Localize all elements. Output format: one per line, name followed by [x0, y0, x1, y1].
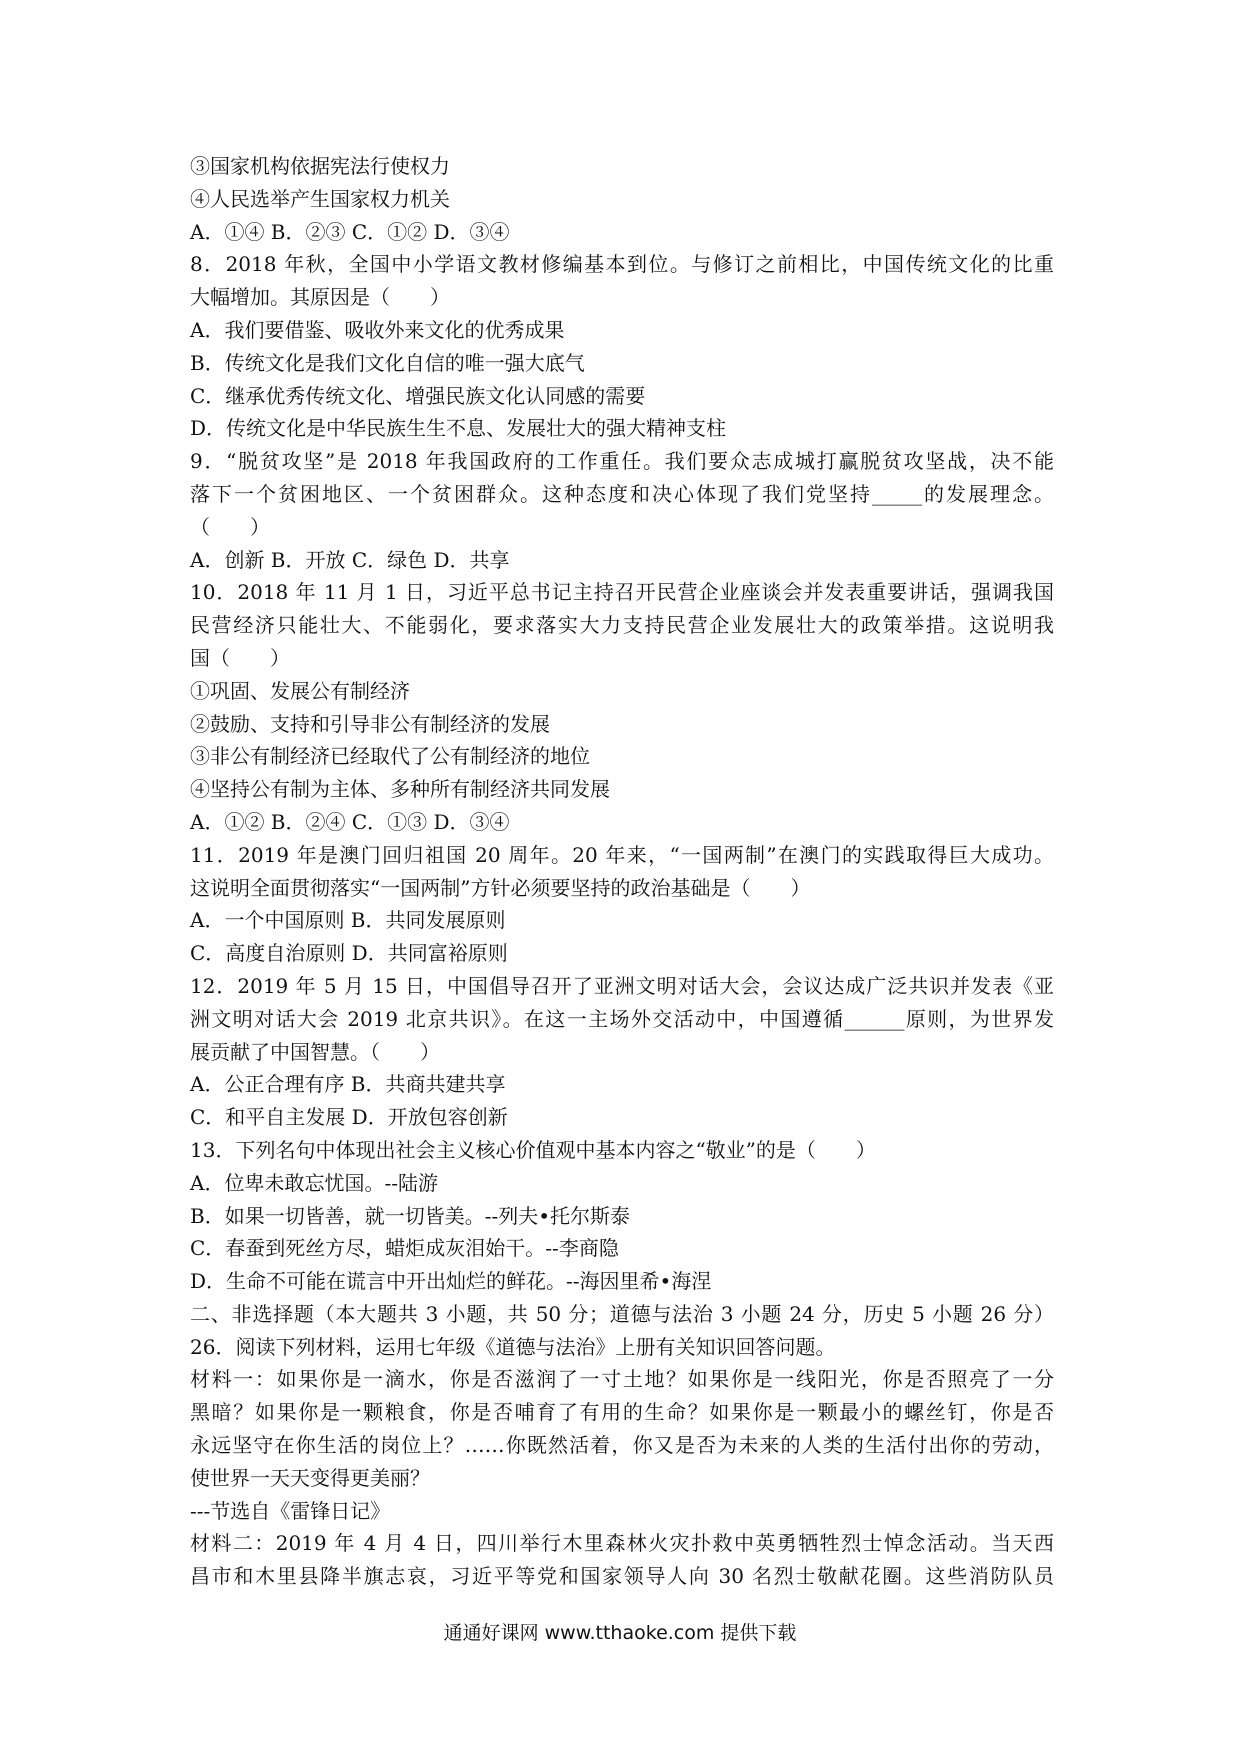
text-line: ---节选自《雷锋日记》	[190, 1498, 391, 1523]
text-line: 8．2018 年秋，全国中小学语文教材修编基本到位。与修订之前相比，中国传统文化的比重	[190, 252, 1054, 277]
text-line: 展贡献了中国智慧。（ ）	[190, 1039, 440, 1064]
text-line: ④人民选举产生国家权力机关	[190, 186, 450, 211]
text-line: 13．下列名句中体现出社会主义核心价值观中基本内容之“敬业”的是（ ）	[190, 1137, 876, 1162]
text-line: 11．2019 年是澳门回归祖国 20 周年。20 年来，“一国两制”在澳门的实践取得巨大成功。	[190, 842, 1054, 867]
text-line: B．如果一切皆善，就一切皆美。--列夫•托尔斯泰	[190, 1203, 631, 1228]
text-line: C．继承优秀传统文化、增强民族文化认同感的需要	[190, 383, 646, 408]
text-line: 民营经济只能壮大、不能弱化，要求落实大力支持民营企业发展壮大的政策举措。这说明我	[190, 613, 1054, 638]
text-line: 落下一个贫困地区、一个贫困群众。这种态度和决心体现了我们党坚持_____的发展理念。	[190, 481, 1054, 506]
footer-credit: 通通好课网 www.tthaoke.com 提供下载	[443, 1622, 797, 1644]
text-line: 黑暗？如果你是一颗粮食，你是否哺育了有用的生命？如果你是一颗最小的螺丝钉，你是否	[190, 1400, 1054, 1425]
text-line: 这说明全面贯彻落实“一国两制”方针必须要坚持的政治基础是（ ）	[190, 875, 811, 900]
text-line: ③非公有制经济已经取代了公有制经济的地位	[190, 744, 590, 769]
text-line: 材料一：如果你是一滴水，你是否滋润了一寸土地？如果你是一线阳光，你是否照亮了一分	[190, 1367, 1054, 1392]
text-line: A．①④ B．②③ C．①② D．③④	[190, 219, 510, 244]
text-line: A．①② B．②④ C．①③ D．③④	[190, 809, 510, 834]
text-line: C．和平自主发展 D．开放包容创新	[190, 1105, 508, 1130]
text-line: （ ）	[190, 514, 270, 539]
text-line: A．创新 B．开放 C．绿色 D．共享	[190, 547, 510, 572]
text-line: 大幅增加。其原因是（ ）	[190, 285, 450, 310]
text-line: ④坚持公有制为主体、多种所有制经济共同发展	[190, 777, 610, 802]
text-line: 使世界一天天变得更美丽？	[190, 1465, 430, 1490]
text-line: 永远坚守在你生活的岗位上？……你既然活着，你又是否为未来的人类的生活付出你的劳动，	[190, 1433, 1054, 1458]
text-line: ③国家机构依据宪法行使权力	[190, 154, 450, 178]
text-line: C．高度自治原则 D．共同富裕原则	[190, 941, 508, 966]
text-line: 国（ ）	[190, 645, 290, 670]
text-line: 9．“脱贫攻坚”是 2018 年我国政府的工作重任。我们要众志成城打赢脱贫攻坚战，决不能	[190, 449, 1054, 474]
text-line: 12．2019 年 5 月 15 日，中国倡导召开了亚洲文明对话大会，会议达成广泛共识并发表《亚	[190, 973, 1054, 998]
text-line: 洲文明对话大会 2019 北京共识》。在这一主场外交活动中，中国遵循______原则，为世界发	[190, 1006, 1054, 1031]
text-line: C．春蚕到死丝方尽，蜡炬成灰泪始干。--李商隐	[190, 1236, 619, 1261]
text-line: A．一个中国原则 B．共同发展原则	[190, 908, 506, 933]
text-line: B．传统文化是我们文化自信的唯一强大底气	[190, 350, 585, 375]
text-line: ①巩固、发展公有制经济	[190, 678, 410, 703]
document-page	[190, 150, 1070, 1593]
text-line: D．生命不可能在谎言中开出灿烂的鲜花。--海因里希•海涅	[190, 1269, 712, 1294]
text-line: A．位卑未敢忘忧国。--陆游	[190, 1170, 438, 1195]
text-line: A．我们要借鉴、吸收外来文化的优秀成果	[190, 317, 565, 342]
text-line: 昌市和木里县降半旗志哀，习近平等党和国家领导人向 30 名烈士敬献花圈。这些消防队员	[190, 1564, 1054, 1589]
text-line: A．公正合理有序 B．共商共建共享	[190, 1072, 506, 1097]
text-line: 二、非选择题（本大题共 3 小题，共 50 分；道德与法治 3 小题 24 分，历史 5 小题 26 分）	[190, 1301, 1054, 1326]
text-line: 材料二：2019 年 4 月 4 日，四川举行木里森林火灾扑救中英勇牺牲烈士悼念活动。当天西	[190, 1531, 1054, 1556]
text-line: 10．2018 年 11 月 1 日，习近平总书记主持召开民营企业座谈会并发表重要讲话，强调我国	[190, 580, 1054, 605]
text-line: ②鼓励、支持和引导非公有制经济的发展	[190, 711, 550, 736]
text-line: D．传统文化是中华民族生生不息、发展壮大的强大精神支柱	[190, 416, 727, 441]
text-line: 26．阅读下列材料，运用七年级《道德与法治》上册有关知识回答问题。	[190, 1334, 836, 1359]
